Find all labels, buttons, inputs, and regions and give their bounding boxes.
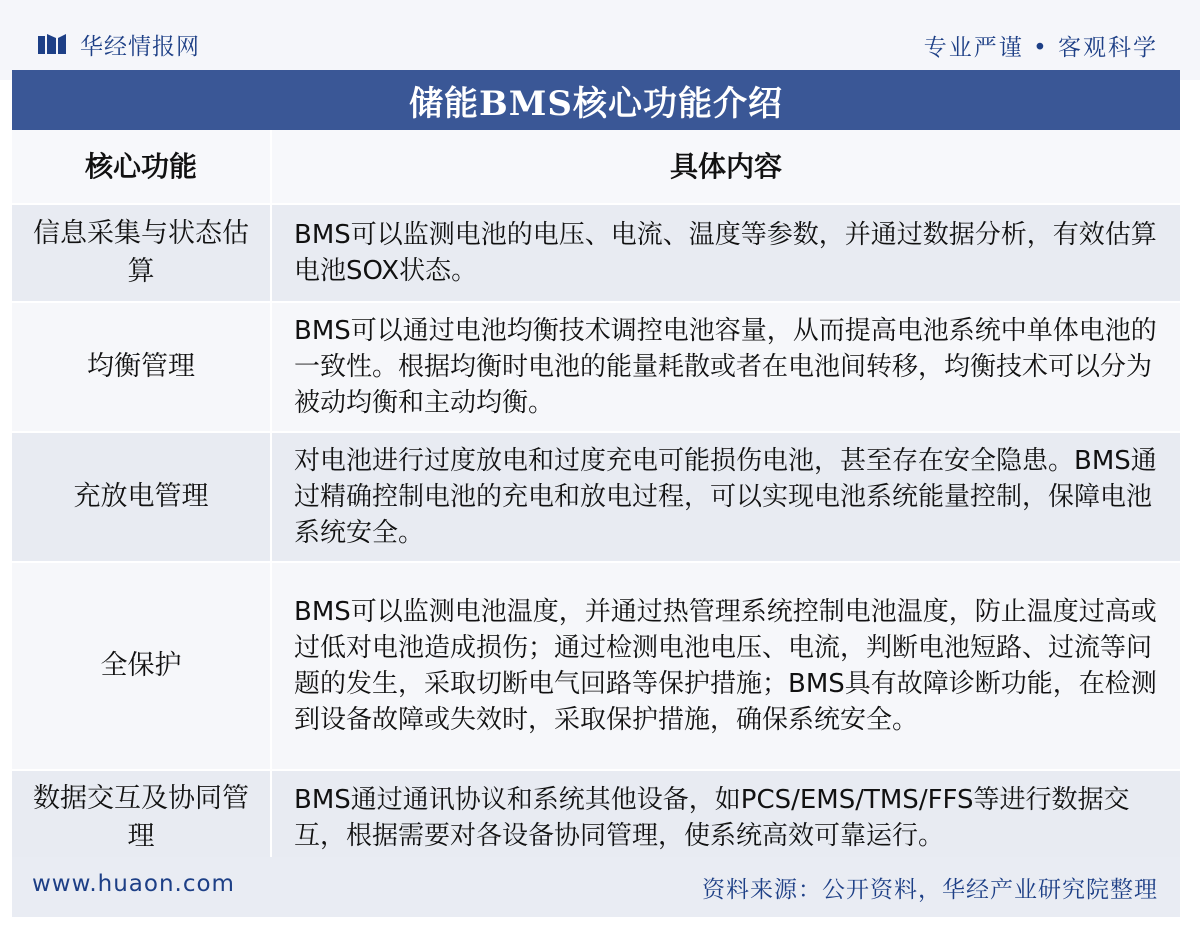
content-cell: BMS通过通讯协议和系统其他设备，如PCS/EMS/TMS/FFS等进行数据交互，根据需要对各设备协同管理，使系统高效可靠运行。 xyxy=(272,771,1180,865)
table-row xyxy=(12,433,1180,563)
table-row xyxy=(12,303,1180,433)
page-footer xyxy=(12,857,1180,917)
brand-name: 华经情报网 xyxy=(80,33,200,60)
column-header-function: 核心功能 xyxy=(12,130,270,203)
function-cell: 数据交互及协同管理 xyxy=(12,771,270,865)
source-note: 资料来源：公开资料，华经产业研究院整理 xyxy=(702,877,1158,903)
page-header xyxy=(0,0,1200,80)
content-cell: BMS可以监测电池温度，并通过热管理系统控制电池温度，防止温度过高或过低对电池造成损伤；通过检测电池电压、电流，判断电池短路、过流等问题的发生，采取切断电气回路等保护措施；BMS具有故障诊断功能，在检测到设备故障或失效时，采取保护措施，确保系统安全。 xyxy=(272,563,1180,769)
function-cell: 均衡管理 xyxy=(12,303,270,431)
function-cell: 全保护 xyxy=(12,563,270,769)
slogan: 专业严谨 • 客观科学 xyxy=(923,35,1158,61)
table-header-row xyxy=(12,130,1180,205)
column-header-content: 具体内容 xyxy=(272,130,1180,203)
content-cell: BMS可以监测电池的电压、电流、温度等参数，并通过数据分析，有效估算电池SOX状态。 xyxy=(272,205,1180,301)
table-row xyxy=(12,205,1180,303)
content-cell: 对电池进行过度放电和过度充电可能损伤电池，甚至存在安全隐患。BMS通过精确控制电池的充电和放电过程，可以实现电池系统能量控制，保障电池系统安全。 xyxy=(272,433,1180,561)
function-cell: 充放电管理 xyxy=(12,433,270,561)
function-cell: 信息采集与状态估算 xyxy=(12,205,270,301)
function-table xyxy=(12,130,1180,865)
table-row xyxy=(12,563,1180,771)
table-row xyxy=(12,771,1180,865)
brand xyxy=(38,29,200,59)
huajing-logo-icon xyxy=(38,32,66,56)
website-link[interactable]: www.huaon.com xyxy=(32,871,235,897)
page-title: 储能BMS核心功能介绍 xyxy=(12,70,1180,130)
content-cell: BMS可以通过电池均衡技术调控电池容量，从而提高电池系统中单体电池的一致性。根据均衡时电池的能量耗散或者在电池间转移，均衡技术可以分为被动均衡和主动均衡。 xyxy=(272,303,1180,431)
